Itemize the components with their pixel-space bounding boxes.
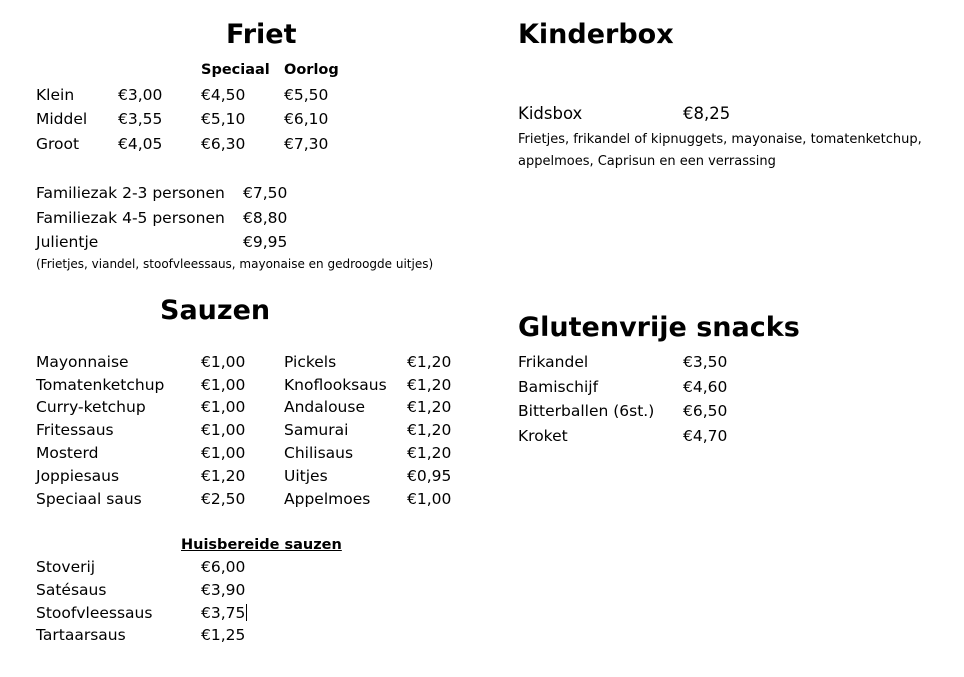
huis-saus-name: Stoverij <box>36 558 96 576</box>
saus-name: Andalouse <box>284 398 365 416</box>
huis-saus-name: Stoofvleessaus <box>36 604 153 622</box>
snack-name: Bitterballen (6st.) <box>518 402 655 420</box>
saus-name: Mayonnaise <box>36 353 129 371</box>
friet-extra-price: €9,95 <box>243 233 288 251</box>
snack-price: €4,60 <box>683 378 728 396</box>
saus-name: Appelmoes <box>284 490 371 508</box>
saus-name: Speciaal saus <box>36 490 142 508</box>
saus-price: €0,95 <box>407 467 452 485</box>
saus-name: Mosterd <box>36 444 99 462</box>
huis-saus-price: €1,25 <box>201 626 246 644</box>
kinderbox-title: Kinderbox <box>518 19 674 50</box>
friet-price-oorlog: €7,30 <box>284 135 329 153</box>
saus-name: Knoflooksaus <box>284 376 387 394</box>
saus-price: €1,20 <box>407 376 452 394</box>
saus-price: €1,20 <box>201 467 246 485</box>
huis-saus-name: Satésaus <box>36 581 107 599</box>
saus-name: Chilisaus <box>284 444 354 462</box>
kidsbox-description: Frietjes, frikandel of kipnuggets, mayonaise, tomatenketchup, appelmoes, Caprisun en een verrassing <box>518 132 922 169</box>
friet-price-gewoon: €3,55 <box>118 110 163 128</box>
saus-price: €1,00 <box>201 421 246 439</box>
saus-name: Joppiesaus <box>36 467 120 485</box>
sauzen-title: Sauzen <box>160 295 271 326</box>
saus-price: €1,00 <box>201 444 246 462</box>
friet-price-oorlog: €5,50 <box>284 86 329 104</box>
saus-price: €1,20 <box>407 398 452 416</box>
saus-name: Curry-ketchup <box>36 398 146 416</box>
friet-price-gewoon: €3,00 <box>118 86 163 104</box>
friet-size: Middel <box>36 110 88 128</box>
friet-price-speciaal: €6,30 <box>201 135 246 153</box>
saus-price: €1,20 <box>407 421 452 439</box>
huis-saus-price: €3,75 <box>201 604 246 622</box>
saus-price: €1,20 <box>407 353 452 371</box>
huis-saus-price: €3,90 <box>201 581 246 599</box>
friet-extra-price: €7,50 <box>243 184 288 202</box>
friet-extra-name: Familiezak 2-3 personen <box>36 184 225 202</box>
saus-price: €2,50 <box>201 490 246 508</box>
friet-price-oorlog: €6,10 <box>284 110 329 128</box>
friet-price-speciaal: €4,50 <box>201 86 246 104</box>
friet-title: Friet <box>226 19 297 50</box>
friet-header-oorlog: Oorlog <box>284 62 339 78</box>
huisbereide-title: Huisbereide sauzen <box>181 537 342 553</box>
snack-name: Bamischijf <box>518 378 599 396</box>
friet-extra-name: Familiezak 4-5 personen <box>36 209 225 227</box>
glutenvrij-title: Glutenvrije snacks <box>518 312 800 343</box>
snack-price: €4,70 <box>683 427 728 445</box>
snack-price: €6,50 <box>683 402 728 420</box>
friet-price-gewoon: €4,05 <box>118 135 163 153</box>
friet-extra-name: Julientje <box>36 233 99 251</box>
saus-name: Uitjes <box>284 467 328 485</box>
friet-price-speciaal: €5,10 <box>201 110 246 128</box>
saus-name: Fritessaus <box>36 421 114 439</box>
huis-saus-price: €6,00 <box>201 558 246 576</box>
snack-name: Kroket <box>518 427 568 445</box>
saus-price: €1,00 <box>201 376 246 394</box>
saus-price: €1,00 <box>407 490 452 508</box>
kidsbox-name: Kidsbox <box>518 104 583 123</box>
julientje-note: (Frietjes, viandel, stoofvleessaus, mayonaise en gedroogde uitjes) <box>36 257 434 271</box>
saus-name: Tomatenketchup <box>36 376 165 394</box>
saus-price: €1,00 <box>201 398 246 416</box>
snack-name: Frikandel <box>518 353 589 371</box>
huis-saus-price-with-cursor <box>201 603 247 623</box>
friet-size: Groot <box>36 135 80 153</box>
saus-price: €1,00 <box>201 353 246 371</box>
friet-size: Klein <box>36 86 75 104</box>
saus-name: Samurai <box>284 421 349 439</box>
friet-extra-price: €8,80 <box>243 209 288 227</box>
friet-header-speciaal: Speciaal <box>201 62 270 78</box>
text-cursor <box>246 604 247 621</box>
kidsbox-price: €8,25 <box>683 104 731 123</box>
saus-name: Pickels <box>284 353 337 371</box>
huis-saus-name: Tartaarsaus <box>36 626 126 644</box>
snack-price: €3,50 <box>683 353 728 371</box>
saus-price: €1,20 <box>407 444 452 462</box>
